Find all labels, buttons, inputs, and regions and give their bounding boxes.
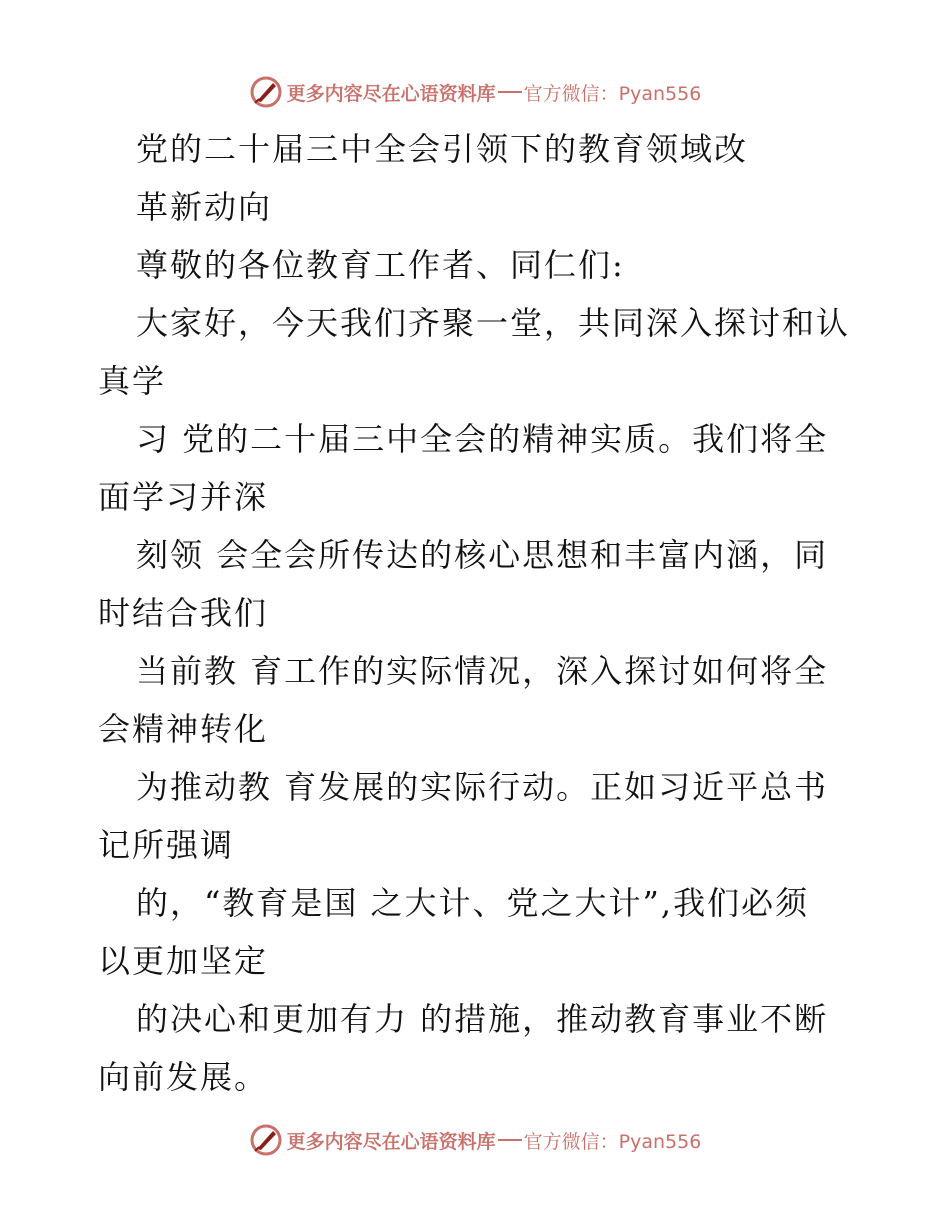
quill-logo-icon [249,1123,283,1157]
paragraph-line: 以更加坚定 [98,942,269,980]
quill-logo-icon [249,75,283,109]
document-body [98,120,858,1106]
paragraph-line: 面学习并深 [98,478,269,516]
paragraph-line: 大家好，今天我们齐聚一堂，共同深入探讨和认 [136,304,851,342]
watermark-dash [498,1139,522,1141]
paragraph-line: 真学 [98,362,167,400]
title-line-2: 革新动向 [136,188,273,226]
paragraph-line: 习 党的二十届三中全会的精神实质。我们将全 [136,420,829,458]
paragraph-line: 刻领 会全会所传达的核心思想和丰富内涵，同 [136,536,829,574]
paragraph-line: 时结合我们 [98,594,269,632]
watermark-suffix: 官方微信：Pyan556 [523,1130,702,1153]
watermark-prefix: 更多内容尽在心语资料库 [286,82,496,105]
paragraph-line: 的，“教育是国 之大计、党之大计”,我们必须 [136,884,810,922]
watermark-prefix: 更多内容尽在心语资料库 [286,1130,496,1153]
paragraph-line: 当前教 育工作的实际情况，深入探讨如何将全 [136,652,829,690]
watermark-dash [498,91,522,93]
paragraph-line: 会精神转化 [98,710,269,748]
paragraph-line: 向前发展。 [98,1058,269,1096]
watermark-suffix: 官方微信：Pyan556 [523,82,702,105]
header-watermark [0,72,950,112]
paragraph-line: 记所强调 [98,826,235,864]
paragraph-line: 的决心和更加有力 的措施，推动教育事业不断 [136,1000,829,1038]
paragraph-line: 为推动教 育发展的实际行动。正如习近平总书 [136,768,829,806]
footer-watermark [0,1120,950,1160]
salutation-line: 尊敬的各位教育工作者、同仁们: [136,246,625,284]
title-line-1: 党的二十届三中全会引领下的教育领域改 [136,130,749,168]
